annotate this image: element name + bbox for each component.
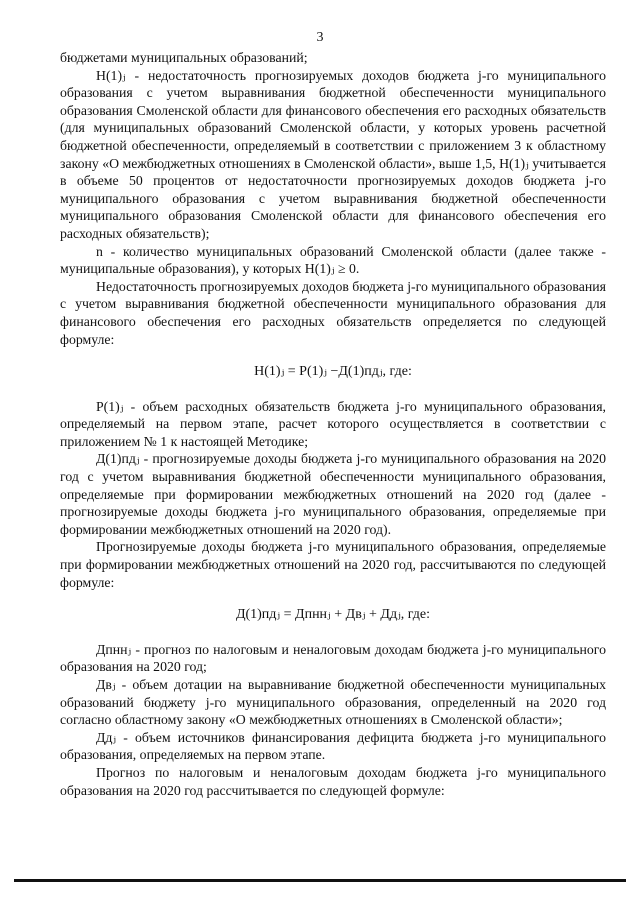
definition-p1: Р(1)ⱼ - объем расходных обязательств бюджета j-го муниципального образования, определяемый на первом этапе, расчет которого осуществляется в соответствии с приложением № 1 к настоящей Методике; bbox=[60, 398, 606, 449]
paragraph-continuation: бюджетами муниципальных образований; bbox=[60, 50, 308, 65]
paragraph-forecast-intro: Прогноз по налоговым и неналоговым доходам бюджета j-го муниципального образования на 2020 год рассчитывается по следующей формуле: bbox=[60, 764, 606, 798]
paragraph-income-intro: Прогнозируемые доходы бюджета j-го муниципального образования, определяемые при формировании межбюджетных отношений на 2020 год, рассчитываются по следующей формуле: bbox=[60, 539, 606, 590]
definition-n: n - количество муниципальных образований Смоленской области (далее также - муниципальные образования), у которых Н(1)ⱼ ≥ 0. bbox=[60, 243, 606, 277]
formula-shortfall: Н(1)ⱼ = Р(1)ⱼ −Д(1)пдⱼ, где: bbox=[254, 364, 412, 380]
definition-dpnn: Дпннⱼ - прогноз по налоговым и неналоговым доходам бюджета j-го муниципального образования на 2020 год; bbox=[60, 641, 606, 675]
page-number: 3 bbox=[316, 30, 324, 45]
document-body bbox=[60, 49, 606, 799]
definition-dd: Ддⱼ - объем источников финансирования дефицита бюджета j-го муниципального образования, определяемых на первом этапе. bbox=[60, 729, 606, 763]
definition-d1pd: Д(1)пдⱼ - прогнозируемые доходы бюджета j-го муниципального образования на 2020 год с учетом выравнивания бюджетной обеспеченности муниципального образования, определяемые при формировании межбюджетных отношений на 2020 год (далее - прогнозируемые доходы бюджета j-го муниципального образования, определяемые при формировании межбюджетных отношений на 2020 год). bbox=[60, 451, 606, 537]
paragraph-shortfall-intro: Недостаточность прогнозируемых доходов бюджета j-го муниципального образования с учетом выравнивания бюджетной обеспеченности муниципального образования для финансового обеспечения его расходных обязательств определяется по следующей формуле: bbox=[60, 278, 606, 347]
formula-income: Д(1)пдⱼ = Дпннⱼ + Двⱼ + Ддⱼ, где: bbox=[235, 607, 431, 623]
definition-dv: Двⱼ - объем дотации на выравнивание бюджетной обеспеченности муниципальных образований бюджету j-го муниципального образования, определенный на 2020 год согласно областному закону «О межбюджетных отношениях в Смоленской области»; bbox=[60, 677, 606, 728]
bottom-divider bbox=[14, 879, 626, 882]
definition-n1: Н(1)ⱼ - недостаточность прогнозируемых доходов бюджета j-го муниципального образования с учетом выравнивания бюджетной обеспеченности муниципального образования Смоленской области для финансового обеспечения его расходных обязательств (для муниципальных образований Смоленской области, у которых уровень расчетной бюджетной обеспеченности, определяемый в соответствии с приложением 3 к областному закону «О межбюджетных отношениях в Смоленской области», выше 1,5, Н(1)ⱼ учитывается в объеме 50 процентов от недостаточности прогнозируемых доходов бюджета j-го муниципального образования с учетом выравнивания бюджетной обеспеченности муниципального образования Смоленской области для финансового обеспечения его расходных обязательств); bbox=[60, 67, 606, 241]
